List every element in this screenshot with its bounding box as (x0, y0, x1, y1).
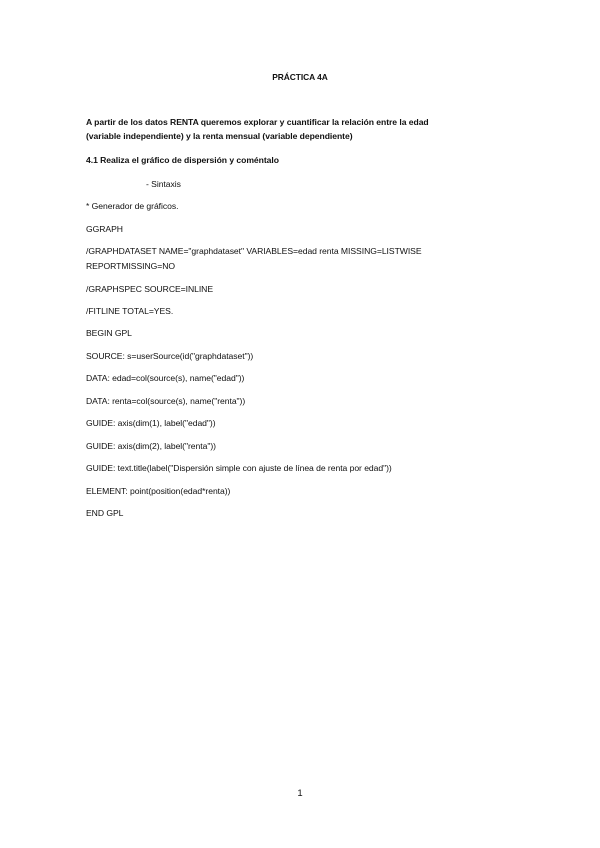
code-line: REPORTMISSING=NO (86, 261, 176, 271)
page-title: PRÁCTICA 4A (272, 72, 328, 82)
code-line: GUIDE: text.title(label("Dispersión simple con ajuste de línea de renta por edad")) (86, 463, 392, 473)
code-line: SOURCE: s=userSource(id("graphdataset")) (86, 351, 254, 361)
intro-line-1: A partir de los datos RENTA queremos explorar y cuantificar la relación entre la edad (86, 117, 429, 127)
code-line: BEGIN GPL (86, 328, 132, 338)
subsection-heading: - Sintaxis (146, 179, 181, 189)
section-heading: 4.1 Realiza el gráfico de dispersión y coméntalo (86, 155, 279, 165)
code-line: ELEMENT: point(position(edad*renta)) (86, 486, 231, 496)
code-line: GGRAPH (86, 224, 123, 234)
code-line: DATA: edad=col(source(s), name("edad")) (86, 373, 245, 383)
code-line: * Generador de gráficos. (86, 201, 179, 211)
code-line: /GRAPHDATASET NAME="graphdataset" VARIABLES=edad renta MISSING=LISTWISE (86, 246, 422, 256)
code-line: /GRAPHSPEC SOURCE=INLINE (86, 284, 214, 294)
code-line: GUIDE: axis(dim(1), label("edad")) (86, 418, 216, 428)
code-line: /FITLINE TOTAL=YES. (86, 306, 174, 316)
page-number: 1 (297, 788, 303, 799)
code-line: END GPL (86, 508, 124, 518)
code-line: DATA: renta=col(source(s), name("renta")) (86, 396, 246, 406)
code-line: GUIDE: axis(dim(2), label("renta")) (86, 441, 216, 451)
intro-line-2: (variable independiente) y la renta mensual (variable dependiente) (86, 131, 353, 141)
